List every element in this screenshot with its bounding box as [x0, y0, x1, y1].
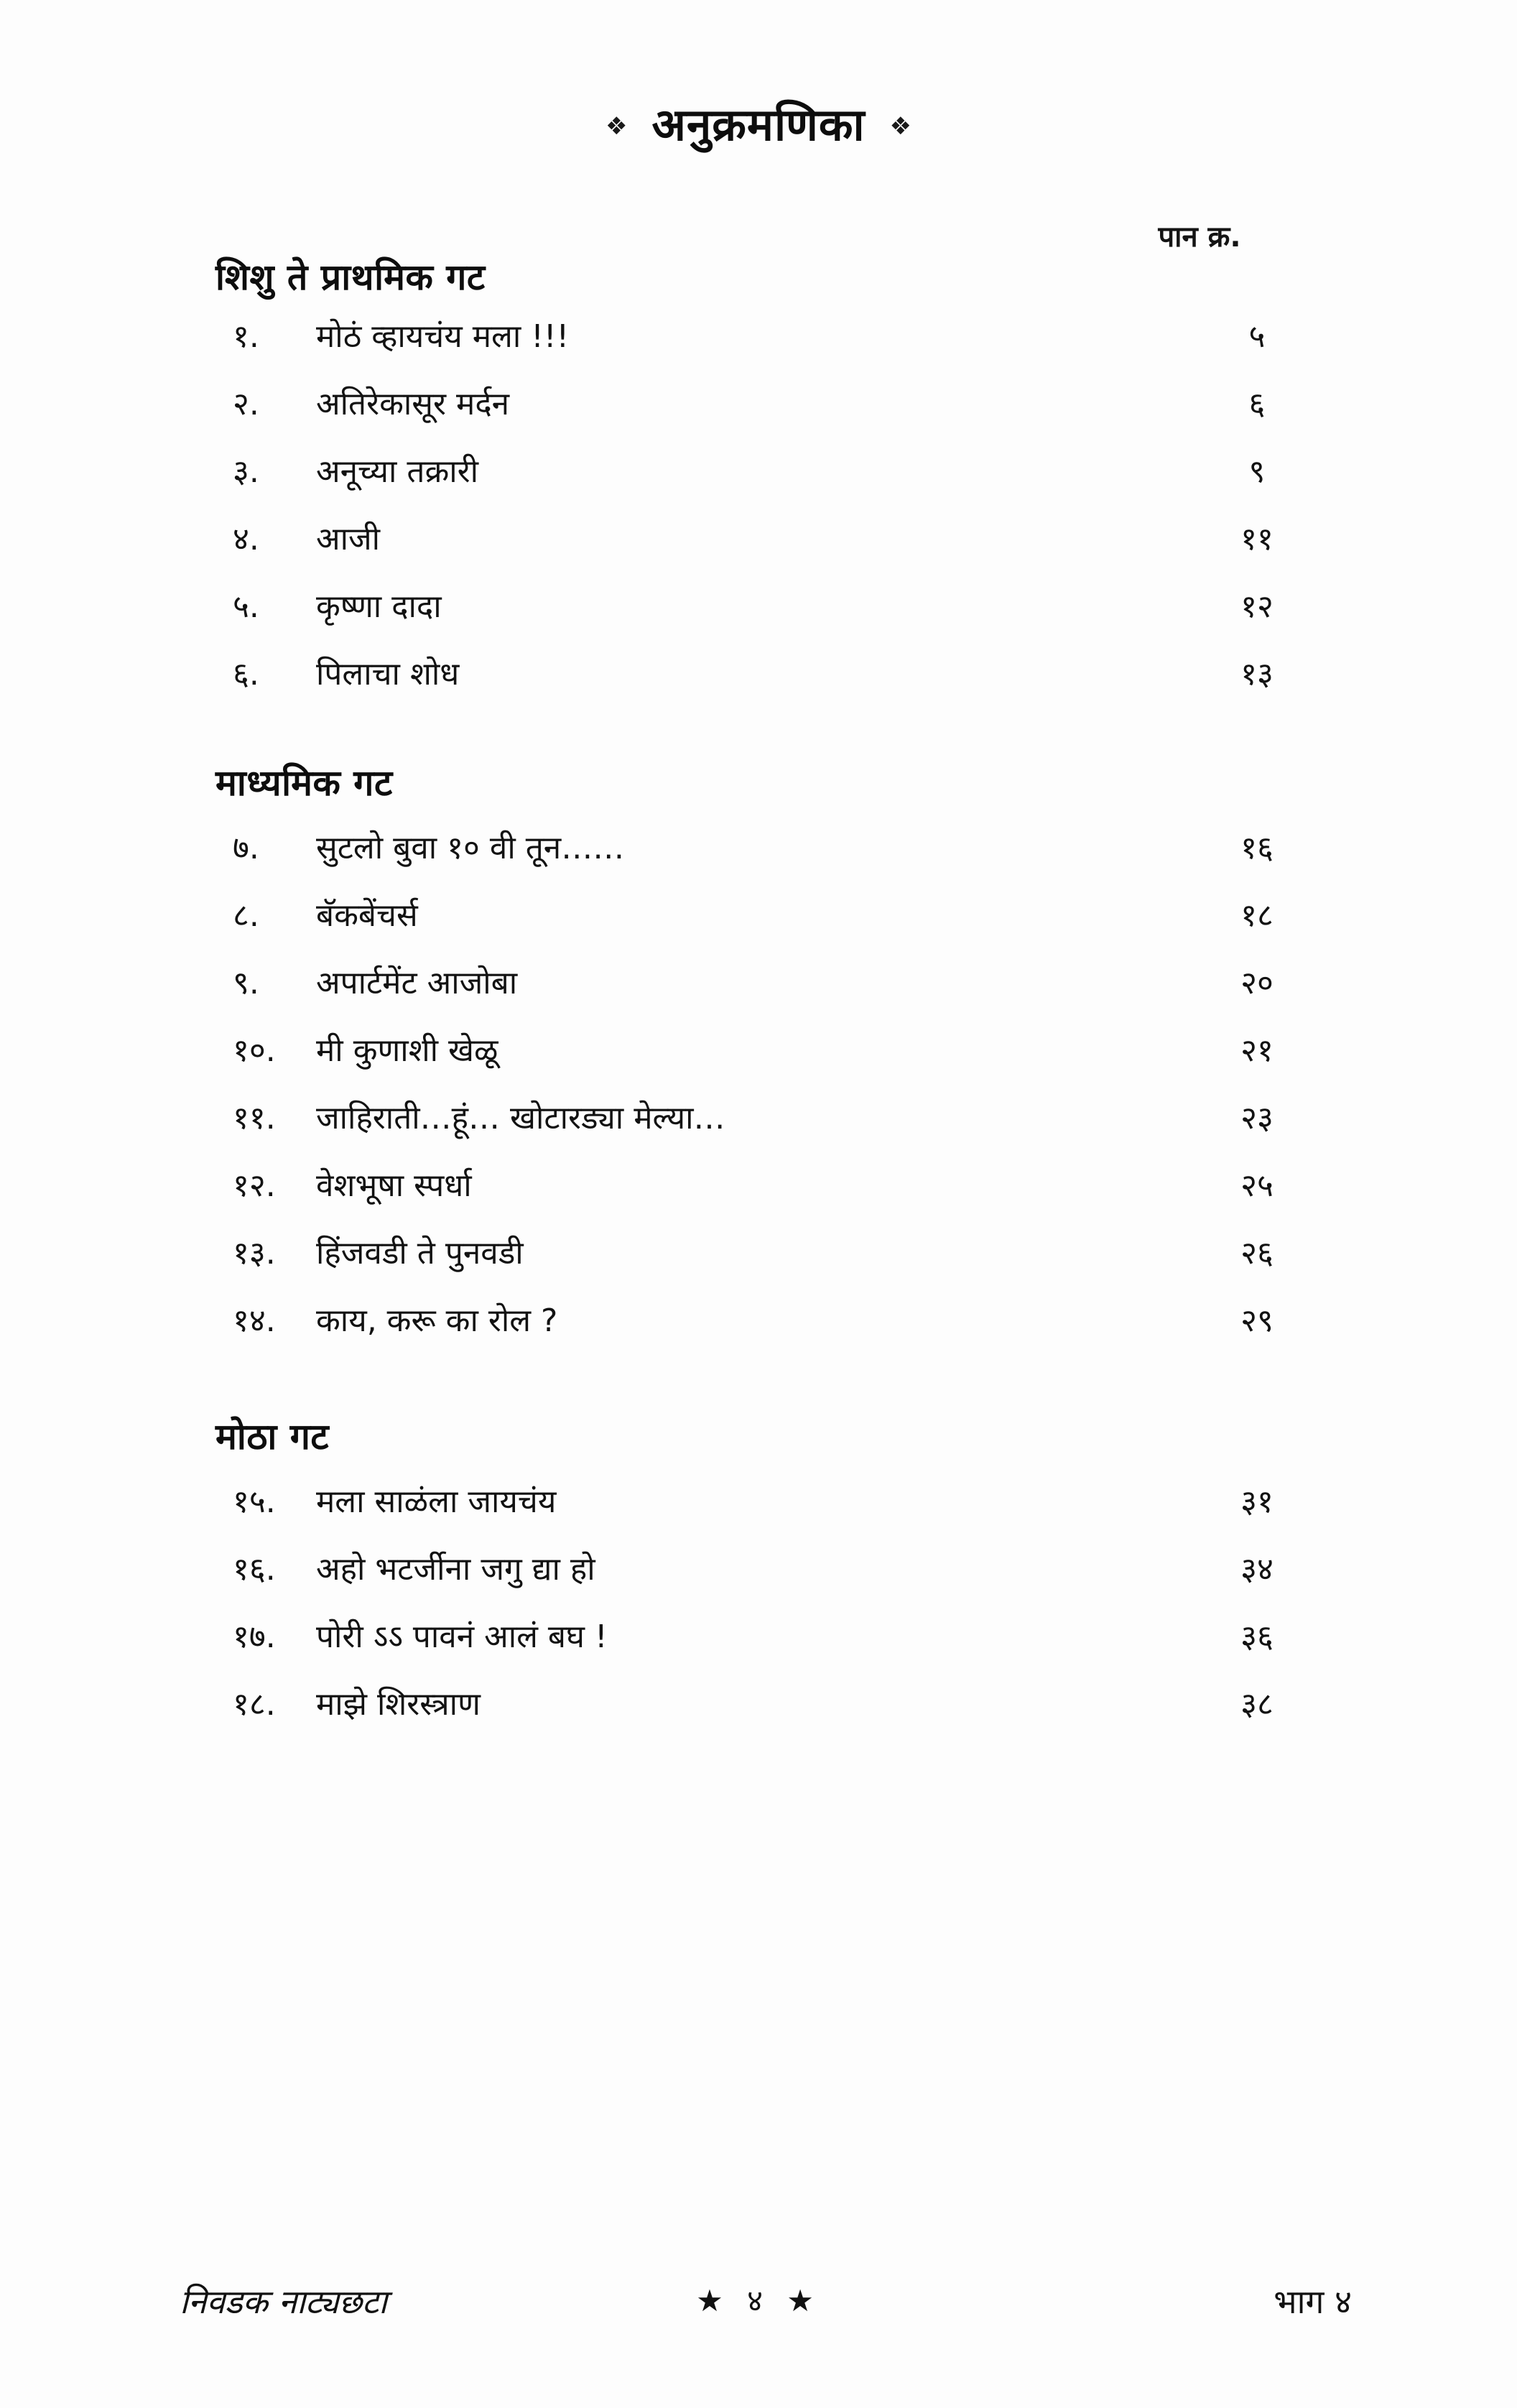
diamond-ornament-left: ❖ — [606, 112, 628, 141]
list-item[interactable] — [215, 1230, 1329, 1297]
page-title — [0, 93, 1517, 154]
entry-page-number: ३८ — [1240, 1686, 1274, 1723]
list-item[interactable] — [215, 1613, 1329, 1681]
footer-book-title: निवडक नाट्यछटा — [180, 2282, 388, 2321]
diamond-ornament-right: ❖ — [889, 112, 911, 141]
entry-page-number: ११ — [1240, 521, 1274, 557]
entry-page-number: ३६ — [1240, 1619, 1274, 1655]
entry-page-number: ५ — [1248, 318, 1266, 355]
entry-title: पिलाचा शोध — [316, 656, 460, 693]
entry-number: ४. — [233, 521, 259, 557]
entry-page-number: २६ — [1240, 1235, 1274, 1272]
list-item[interactable] — [215, 313, 1329, 381]
entry-title: मोठं व्हायचंय मला !!! — [316, 318, 570, 355]
footer-volume-label: भाग ४ — [1274, 2282, 1352, 2321]
entry-title: अपार्टमेंट आजोबा — [316, 965, 518, 1001]
entry-page-number: २३ — [1240, 1100, 1274, 1136]
list-item[interactable] — [215, 1297, 1329, 1365]
entry-number: १४. — [233, 1302, 276, 1339]
list-item[interactable] — [215, 825, 1329, 892]
toc-entry-list — [215, 825, 1329, 1365]
list-item[interactable] — [215, 1027, 1329, 1095]
entry-title: हिंजवडी ते पुनवडी — [316, 1235, 524, 1272]
entry-number: १०. — [233, 1032, 276, 1069]
entry-number: ७. — [233, 830, 259, 866]
list-item[interactable] — [215, 1681, 1329, 1749]
entry-title: अहो भटर्जीना जगु द्या हो — [316, 1551, 595, 1588]
list-item[interactable] — [215, 516, 1329, 583]
entry-number: १३. — [233, 1235, 276, 1272]
entry-title: आजी — [316, 521, 381, 557]
entry-number: ५. — [233, 588, 259, 625]
entry-page-number: २१ — [1240, 1032, 1274, 1069]
section-heading: माध्यमिक गट — [215, 762, 393, 804]
list-item[interactable] — [215, 1546, 1329, 1613]
entry-number: १७. — [233, 1619, 276, 1655]
entry-number: १२. — [233, 1167, 276, 1204]
entry-number: ९. — [233, 965, 259, 1001]
entry-title: अनूच्या तक्रारी — [316, 453, 479, 490]
entry-page-number: २९ — [1240, 1302, 1274, 1339]
entry-page-number: ९ — [1248, 453, 1266, 490]
entry-page-number: १२ — [1240, 588, 1274, 625]
entry-page-number: १३ — [1240, 656, 1274, 693]
entry-page-number: ६ — [1248, 386, 1266, 422]
toc-section-secondary — [215, 757, 1329, 1365]
toc-entry-list — [215, 313, 1329, 718]
list-item[interactable] — [215, 651, 1329, 718]
toc-section-primary — [215, 251, 1329, 718]
entry-number: २. — [233, 386, 259, 422]
entry-title: जाहिराती…हूं… खोटारड्या मेल्या… — [316, 1100, 725, 1136]
toc-section-senior — [215, 1411, 1329, 1749]
section-heading: मोठा गट — [215, 1416, 330, 1458]
entry-title: माझे शिरस्त्राण — [316, 1686, 481, 1723]
page-column-header: पान क्र. — [1158, 221, 1241, 254]
entry-title: कृष्णा दादा — [316, 588, 442, 625]
entry-number: १५. — [233, 1483, 276, 1520]
entry-title: अतिरेकासूर मर्दन — [316, 386, 510, 422]
page-footer — [0, 2273, 1517, 2323]
entry-title: मला साळंला जायचंय — [316, 1483, 557, 1520]
entry-title: बॅकबेंचर्स — [316, 897, 418, 934]
entry-page-number: २० — [1240, 965, 1274, 1001]
entry-number: ६. — [233, 656, 259, 693]
section-heading: शिशु ते प्राथमिक गट — [215, 256, 486, 298]
entry-page-number: ३४ — [1240, 1551, 1274, 1588]
list-item[interactable] — [215, 1162, 1329, 1230]
entry-number: ८. — [233, 897, 259, 934]
list-item[interactable] — [215, 1095, 1329, 1162]
entry-page-number: १८ — [1240, 897, 1274, 934]
entry-title: पोरी ऽऽ पावनं आलं बघ ! — [316, 1619, 608, 1655]
entry-title: सुटलो बुवा १० वी तून…… — [316, 830, 625, 866]
footer-page-number: ★ ४ ★ — [696, 2283, 821, 2318]
entry-page-number: ३१ — [1240, 1483, 1274, 1520]
list-item[interactable] — [215, 381, 1329, 448]
table-of-contents — [215, 251, 1329, 1749]
entry-page-number: १६ — [1240, 830, 1274, 866]
list-item[interactable] — [215, 1478, 1329, 1546]
list-item[interactable] — [215, 448, 1329, 516]
entry-number: ३. — [233, 453, 259, 490]
toc-entry-list — [215, 1478, 1329, 1749]
entry-title: वेशभूषा स्पर्धा — [316, 1167, 472, 1204]
list-item[interactable] — [215, 892, 1329, 960]
page-title-text: अनुक्रमणिका — [651, 98, 866, 151]
entry-number: १८. — [233, 1686, 276, 1723]
list-item[interactable] — [215, 583, 1329, 651]
entry-title: काय, करू का रोल ? — [316, 1302, 558, 1339]
entry-number: १६. — [233, 1551, 276, 1588]
entry-number: ११. — [233, 1100, 276, 1136]
list-item[interactable] — [215, 960, 1329, 1027]
entry-page-number: २५ — [1240, 1167, 1274, 1204]
entry-number: १. — [233, 318, 259, 355]
entry-title: मी कुणाशी खेळू — [316, 1032, 498, 1069]
